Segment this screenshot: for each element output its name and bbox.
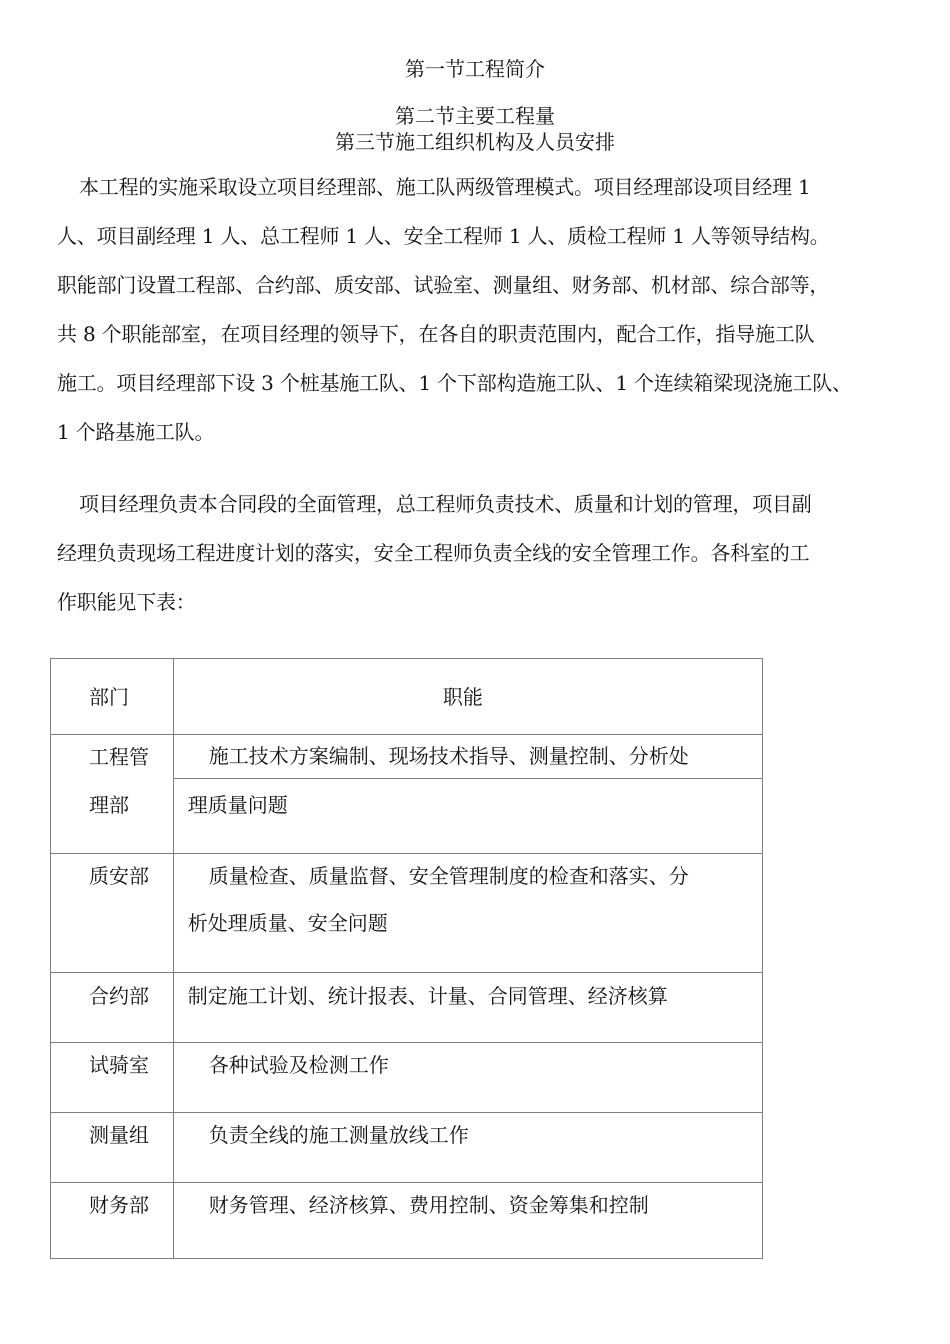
table-row — [51, 779, 763, 854]
paragraph-line: 作职能见下表： — [57, 590, 196, 614]
function-cell — [173, 1183, 762, 1259]
department-name: 测量组 — [89, 1123, 149, 1147]
department-name: 合约部 — [89, 984, 149, 1008]
function-cell — [173, 1043, 762, 1113]
header-department-label: 部门 — [89, 684, 129, 709]
function-text: 负责全线的施工测量放线工作 — [208, 1123, 469, 1147]
function-text: 析处理质量、安全问题 — [187, 911, 388, 935]
function-text: 各种试验及检测工作 — [208, 1053, 389, 1077]
table-header-row — [51, 659, 763, 735]
department-name: 试骑室 — [89, 1053, 149, 1077]
paragraph-line: 人、项目副经理 1 人、总工程师 1 人、安全工程师 1 人、质检工程师 1 人等领导结构。 — [57, 224, 830, 248]
department-cell — [51, 735, 174, 779]
header-cell-department — [51, 659, 174, 735]
department-cell — [51, 779, 174, 854]
section-heading-2: 第二节主要工程量 — [395, 104, 555, 128]
function-cell — [173, 854, 762, 973]
paragraph-line: 项目经理负责本合同段的全面管理，总工程师负责技术、质量和计划的管理，项目副 — [79, 492, 812, 516]
function-text: 财务管理、经济核算、费用控制、资金筹集和控制 — [208, 1193, 649, 1217]
paragraph-line: 共 8 个职能部室，在项目经理的领导下，在各自的职责范围内，配合工作，指导施工队 — [57, 322, 815, 346]
department-cell — [51, 1043, 174, 1113]
function-cell — [173, 779, 762, 854]
function-text: 理质量问题 — [187, 793, 288, 817]
responsibility-paragraph — [57, 492, 917, 639]
department-cell — [51, 1183, 174, 1259]
table-row — [51, 1113, 763, 1183]
function-cell — [173, 973, 762, 1043]
paragraph-line: 1 个路基施工队。 — [57, 420, 215, 444]
table-row — [51, 973, 763, 1043]
paragraph-line: 施工。项目经理部下设 3 个桩基施工队、1 个下部构造施工队、1 个连续箱梁现浇施工队、 — [57, 371, 852, 395]
department-duty-table — [50, 658, 763, 1259]
function-text: 施工技术方案编制、现场技术指导、测量控制、分析处 — [208, 744, 689, 768]
function-cell — [173, 1113, 762, 1183]
function-text: 制定施工计划、统计报表、计量、合同管理、经济核算 — [187, 984, 668, 1008]
department-name: 财务部 — [89, 1193, 149, 1217]
table-row — [51, 1043, 763, 1113]
department-name: 理部 — [89, 793, 129, 817]
department-name: 工程管 — [89, 745, 149, 769]
table-row — [51, 854, 763, 973]
table-row — [51, 1183, 763, 1259]
department-cell — [51, 973, 174, 1043]
department-cell — [51, 854, 174, 973]
function-cell — [173, 735, 762, 779]
paragraph-line: 经理负责现场工程进度计划的落实，安全工程师负责全线的安全管理工作。各科室的工 — [57, 541, 810, 565]
department-cell — [51, 1113, 174, 1183]
organization-paragraph — [57, 175, 917, 469]
header-function-label: 职能 — [442, 684, 483, 709]
table-row — [51, 735, 763, 779]
paragraph-line: 本工程的实施采取设立项目经理部、施工队两级管理模式。项目经理部设项目经理 1 — [79, 175, 811, 199]
section-heading-3: 第三节施工组织机构及人员安排 — [335, 130, 615, 154]
paragraph-line: 职能部门设置工程部、合约部、质安部、试验室、测量组、财务部、机材部、综合部等， — [57, 273, 830, 297]
section-heading-1: 第一节工程简介 — [405, 57, 545, 81]
header-cell-function — [173, 659, 762, 735]
function-text: 质量检查、质量监督、安全管理制度的检查和落实、分 — [208, 864, 689, 888]
department-name: 质安部 — [89, 864, 149, 888]
